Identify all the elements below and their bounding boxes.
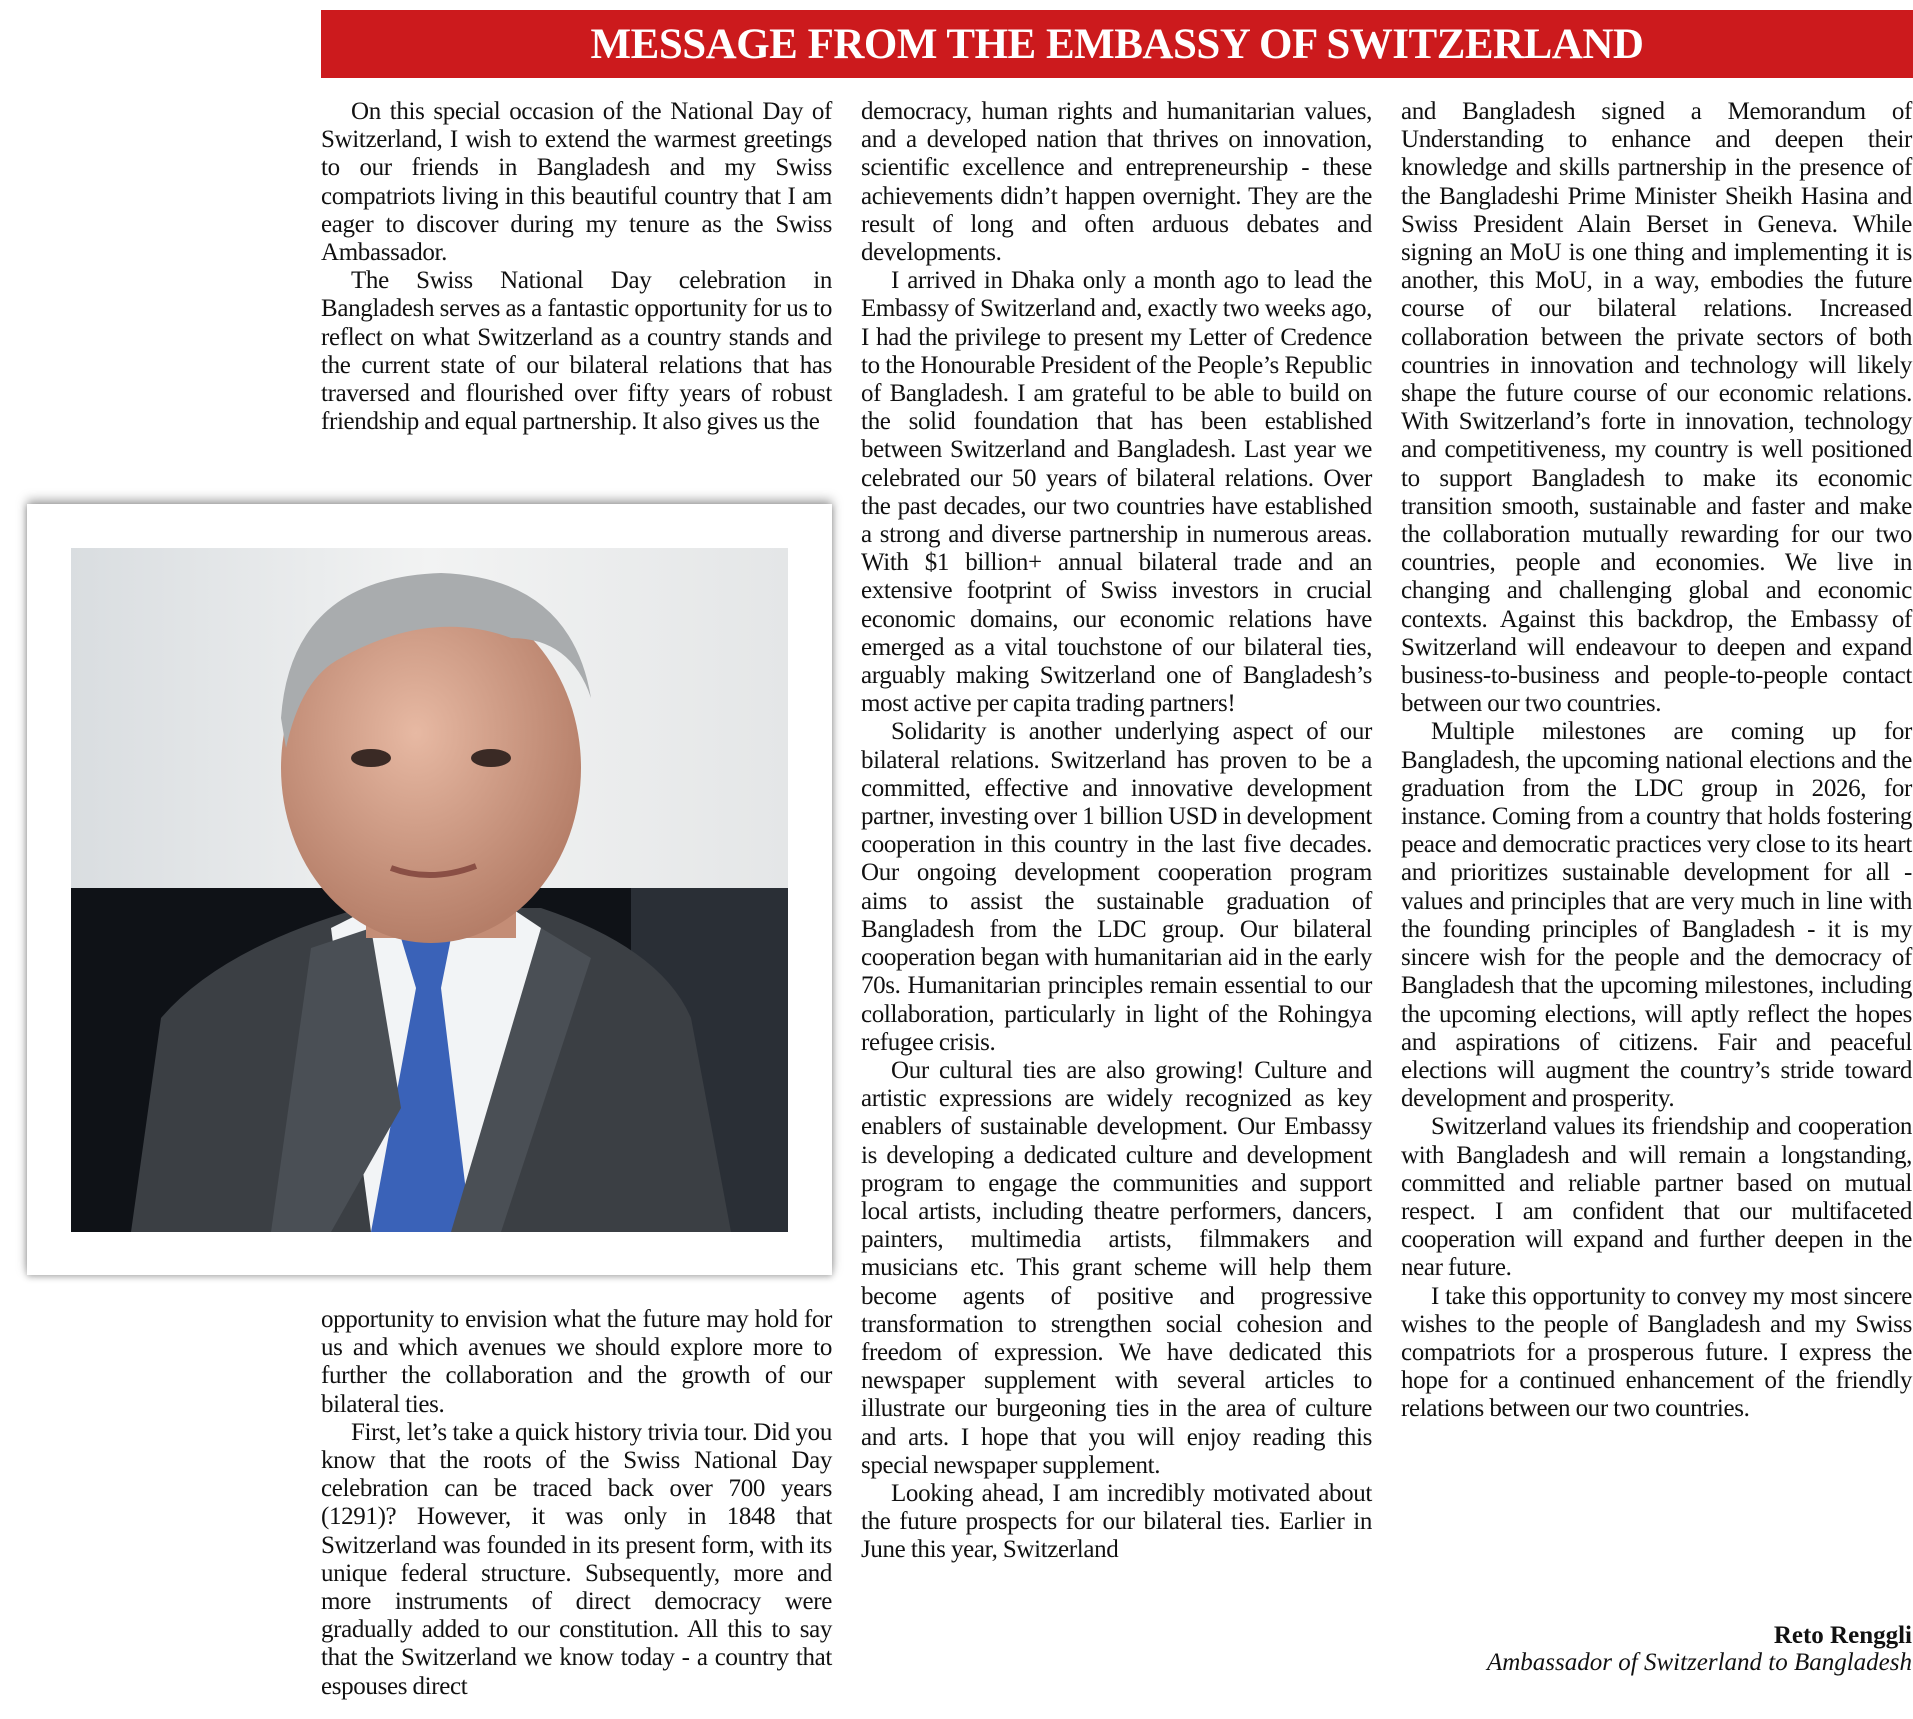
paragraph: I take this opportunity to convey my most sincere wishes to the people of Bangladesh and my Swiss compatriots for a prosperous future. I express the hope for a continued enhancement of the friendly relations between our two countries. bbox=[1401, 1282, 1912, 1423]
signatory-role: Ambassador of Switzerland to Bangladesh bbox=[1486, 1649, 1912, 1676]
paragraph: opportunity to envision what the future may hold for us and which avenues we should explore more to further the collaboration and the growth of our bilateral ties. bbox=[321, 1306, 832, 1418]
paragraph: On this special occasion of the National Day of Switzerland, I wish to extend the warmest greetings to our friends in Bangladesh and my Swiss compatriots living in this beautiful country that I am eager to discover during my tenure as the Swiss Ambassador. bbox=[321, 98, 832, 267]
column-1-top bbox=[321, 98, 832, 436]
ambassador-portrait-icon bbox=[71, 548, 788, 1232]
header-banner bbox=[321, 10, 1913, 78]
page-title: MESSAGE FROM THE EMBASSY OF SWITZERLAND bbox=[590, 20, 1644, 68]
signatory-name: Reto Renggli bbox=[1773, 1622, 1912, 1649]
paragraph: Our cultural ties are also growing! Culture and artistic expressions are widely recognized as key enablers of sustainable development. Our Embassy is developing a dedicated culture and development program to engage the communities and support local artists, including theatre performers, dancers, painters, multimedia artists, filmmakers and musicians etc. This grant scheme will help them become agents of positive and progressive transformation to strengthen social cohesion and freedom of expression. We have dedicated this newspaper supplement with several articles to illustrate our burgeoning ties in the area of culture and arts. I hope that you will enjoy reading this special newspaper supplement. bbox=[861, 1056, 1372, 1479]
paragraph: and Bangladesh signed a Memorandum of Understanding to enhance and deepen their knowledge and skills partnership in the presence of the Bangladeshi Prime Minister Sheikh Hasina and Swiss President Alain Berset in Geneva. While signing an MoU is one thing and implementing it is another, this MoU, in a way, embodies the future course of our bilateral relations. Increased collaboration between the private sectors of both countries in innovation and technology will likely shape the future course of our economic relations. With Switzerland’s forte in innovation, technology and competitiveness, my country is well positioned to support Bangladesh to make its economic transition smooth, sustainable and faster and make the collaboration mutually rewarding for our two countries, people and economies. We live in changing and challenging global and economic contexts. Against this backdrop, the Embassy of Switzerland will endeavour to deepen and expand business-to-business and people-to-people contact between our two countries. bbox=[1401, 98, 1912, 718]
paragraph: democracy, human rights and humanitarian values, and a developed nation that thrives on innovation, scientific excellence and entrepreneurship - these achievements didn’t happen overnight. They are the result of long and often arduous debates and developments. bbox=[861, 98, 1372, 267]
column-3 bbox=[1401, 98, 1912, 1424]
paragraph: First, let’s take a quick history trivia tour. Did you know that the roots of the Swiss National Day celebration can be traced back over 700 years (1291)? However, it was only in 1848 that Switzerland was founded in its present form, with its unique federal structure. Subsequently, more and more instruments of direct democracy were gradually added to our constitution. All this to say that the Switzerland we know today - a country that espouses direct bbox=[321, 1418, 832, 1700]
paragraph: I arrived in Dhaka only a month ago to lead the Embassy of Switzerland and, exactly two weeks ago, I had the privilege to present my Letter of Credence to the Honourable President of the People’s Republic of Bangladesh. I am grateful to be able to build on the solid foundation that has been established between Switzerland and Bangladesh. Last year we celebrated our 50 years of bilateral relations. Over the past decades, our two countries have established a strong and diverse partnership in numerous areas. With $1 billion+ annual bilateral trade and an extensive footprint of Swiss investors in crucial economic domains, our economic relations have emerged as a vital touchstone of our bilateral ties, arguably making Switzerland one of Bangladesh’s most active per capita trading partners! bbox=[861, 267, 1372, 718]
paragraph: Switzerland values its friendship and cooperation with Bangladesh and will remain a longstanding, committed and reliable partner based on mutual respect. I am confident that our multifaceted cooperation will expand and further deepen in the near future. bbox=[1401, 1113, 1912, 1282]
column-2 bbox=[861, 98, 1372, 1565]
paragraph: Solidarity is another underlying aspect of our bilateral relations. Switzerland has proven to be a committed, effective and innovative development partner, investing over 1 billion USD in development cooperation in this country in the last five decades. Our ongoing development cooperation program aims to assist the sustainable graduation of Bangladesh from the LDC group. Our bilateral cooperation began with humanitarian aid in the early 70s. Humanitarian principles remain essential to our collaboration, particularly in light of the Rohingya refugee crisis. bbox=[861, 718, 1372, 1056]
signature-block bbox=[1401, 1622, 1912, 1676]
photo-frame bbox=[27, 504, 832, 1275]
column-1-bottom bbox=[321, 1306, 832, 1701]
paragraph: The Swiss National Day celebration in Bangladesh serves as a fantastic opportunity for us to reflect on what Switzerland as a country stands and the current state of our bilateral relations that has traversed and flourished over fifty years of robust friendship and equal partnership. It also gives us the bbox=[321, 267, 832, 436]
paragraph: Looking ahead, I am incredibly motivated about the future prospects for our bilateral ties. Earlier in June this year, Switzerland bbox=[861, 1479, 1372, 1564]
paragraph: Multiple milestones are coming up for Bangladesh, the upcoming national elections and the graduation from the LDC group in 2026, for instance. Coming from a country that holds fostering peace and democratic practices very close to its heart and prioritizes sustainable development for all - values and principles that are very much in line with the founding principles of Bangladesh - it is my sincere wish for the people and the democracy of Bangladesh that the upcoming milestones, including the upcoming elections, will aptly reflect the hopes and aspirations of citizens. Fair and peaceful elections will augment the country’s stride toward development and prosperity. bbox=[1401, 718, 1912, 1113]
